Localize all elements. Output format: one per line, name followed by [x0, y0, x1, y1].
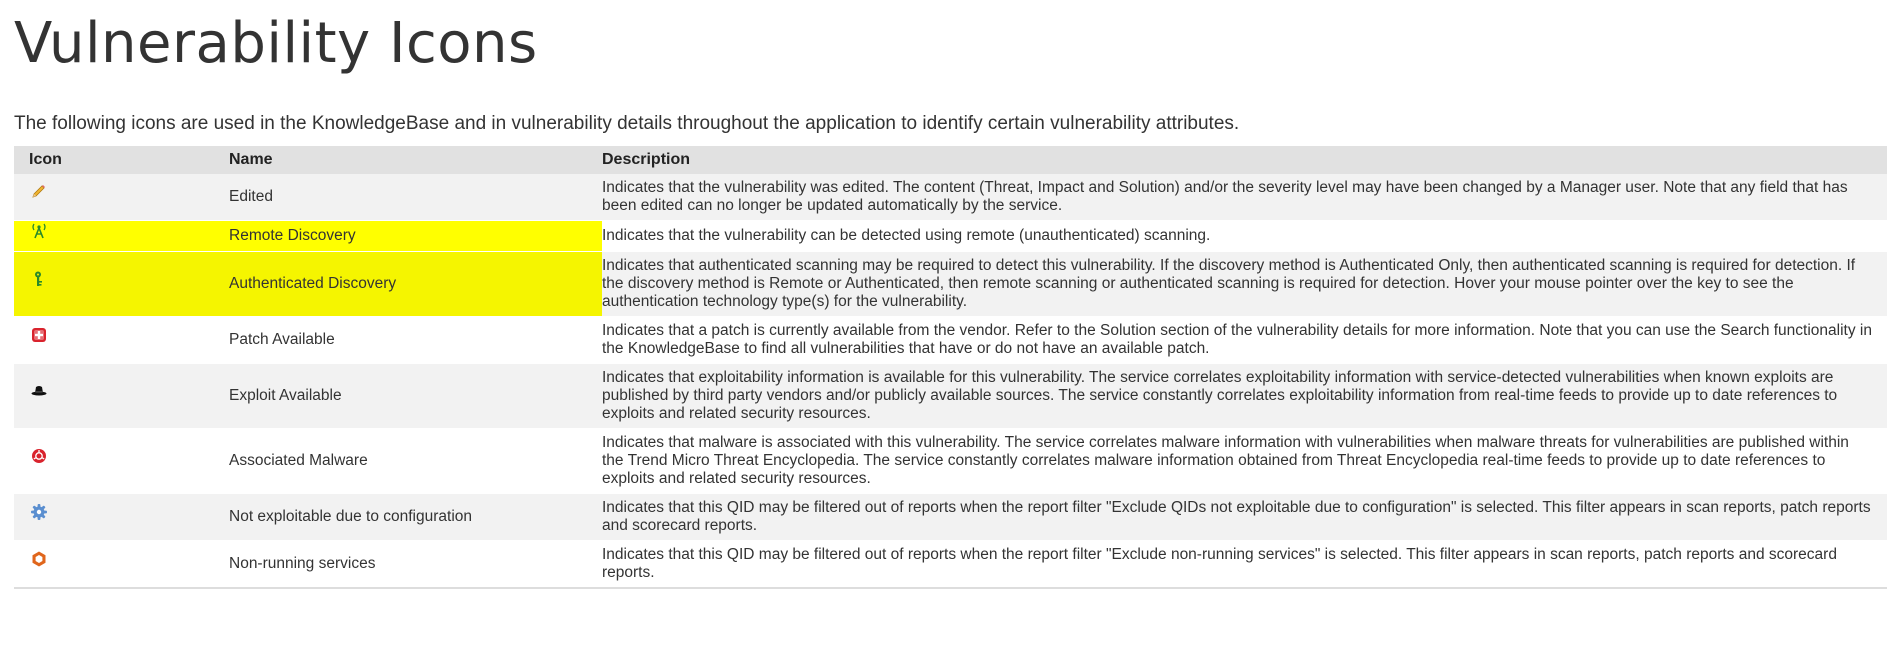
black-hat-icon: [29, 381, 49, 401]
row-description: Indicates that this QID may be filtered out of reports when the report filter "Exclude non-running services" is selected. This filter appears in scan reports, patch reports and scorecard reports.: [602, 546, 1837, 581]
row-description: Indicates that exploitability information is available for this vulnerability. The service correlates exploitability information with service-detected vulnerabilities when known exploits are published by third party vendors and/or publicly available sources. The service constantly correlates exploitability information from real-time feeds to provide up to date references to exploits and related security resources.: [602, 369, 1838, 422]
table-row-edited: [14, 174, 1887, 221]
pencil-icon: [29, 182, 49, 202]
header-icon: Icon: [14, 146, 229, 174]
gear-icon: [29, 502, 49, 522]
table-row-patch-available: [14, 317, 1887, 364]
hexagon-icon: [29, 549, 49, 569]
row-description: Indicates that the vulnerability can be detected using remote (unauthenticated) scanning.: [602, 227, 1211, 244]
table-row-exploit-available: [14, 364, 1887, 429]
table-row-non-running-services: [14, 541, 1887, 589]
row-description: Indicates that malware is associated with this vulnerability. The service correlates malware information with vulnerabilities when malware threats for vulnerabilities are published within the Trend Micro Threat Encyclopedia. The service constantly correlates malware information obtained from Threat Encyclopedia real-time feeds to provide up to date references to exploits and related security resources.: [602, 434, 1849, 487]
table-row-authenticated-discovery: [14, 252, 1887, 317]
page-title: Vulnerability Icons: [14, 11, 538, 76]
table-row-associated-malware: [14, 429, 1887, 494]
intro-text: The following icons are used in the KnowledgeBase and in vulnerability details throughout the application to identify certain vulnerability attributes.: [14, 113, 1240, 134]
header-name: Name: [229, 146, 602, 174]
table-header-row: [14, 146, 1887, 174]
malware-icon: [29, 446, 49, 466]
row-name: Non-running services: [229, 555, 376, 572]
header-description: Description: [602, 146, 1887, 174]
row-description: Indicates that this QID may be filtered out of reports when the report filter "Exclude QIDs not exploitable due to configuration" is selected. This filter appears in scan reports, patch reports and scorecard reports.: [602, 499, 1871, 534]
row-description: Indicates that a patch is currently available from the vendor. Refer to the Solution section of the vulnerability details for more information. Note that you can use the Search functionality in the KnowledgeBase to find all vulnerabilities that have or do not have an available patch.: [602, 322, 1872, 357]
row-name: Edited: [229, 188, 273, 205]
antenna-icon: [29, 221, 49, 241]
row-description: Indicates that the vulnerability was edited. The content (Threat, Impact and Solution) and/or the severity level may have been changed by a Manager user. Note that any field that has been edited can no longer be updated automatically by the service.: [602, 179, 1848, 214]
key-icon: [29, 269, 49, 289]
row-name: Associated Malware: [229, 452, 368, 469]
row-name: Not exploitable due to configuration: [229, 508, 472, 525]
patch-icon: [29, 325, 49, 345]
row-description: Indicates that authenticated scanning may be required to detect this vulnerability. If the discovery method is Authenticated Only, then authenticated scanning is required for detection. If the discovery method is Remote or Authenticated, then remote scanning or authenticated scanning is required for detection. Hover your mouse pointer over the key to see the authentication technology type(s) for the vulnerability.: [602, 257, 1856, 310]
row-name: Remote Discovery: [229, 221, 602, 252]
row-name: Exploit Available: [229, 387, 342, 404]
vulnerability-icons-table: [14, 146, 1887, 589]
table-row-remote-discovery: [14, 221, 1887, 252]
table-row-not-exploitable: [14, 494, 1887, 541]
row-name: Authenticated Discovery: [229, 252, 602, 317]
row-name: Patch Available: [229, 331, 335, 348]
